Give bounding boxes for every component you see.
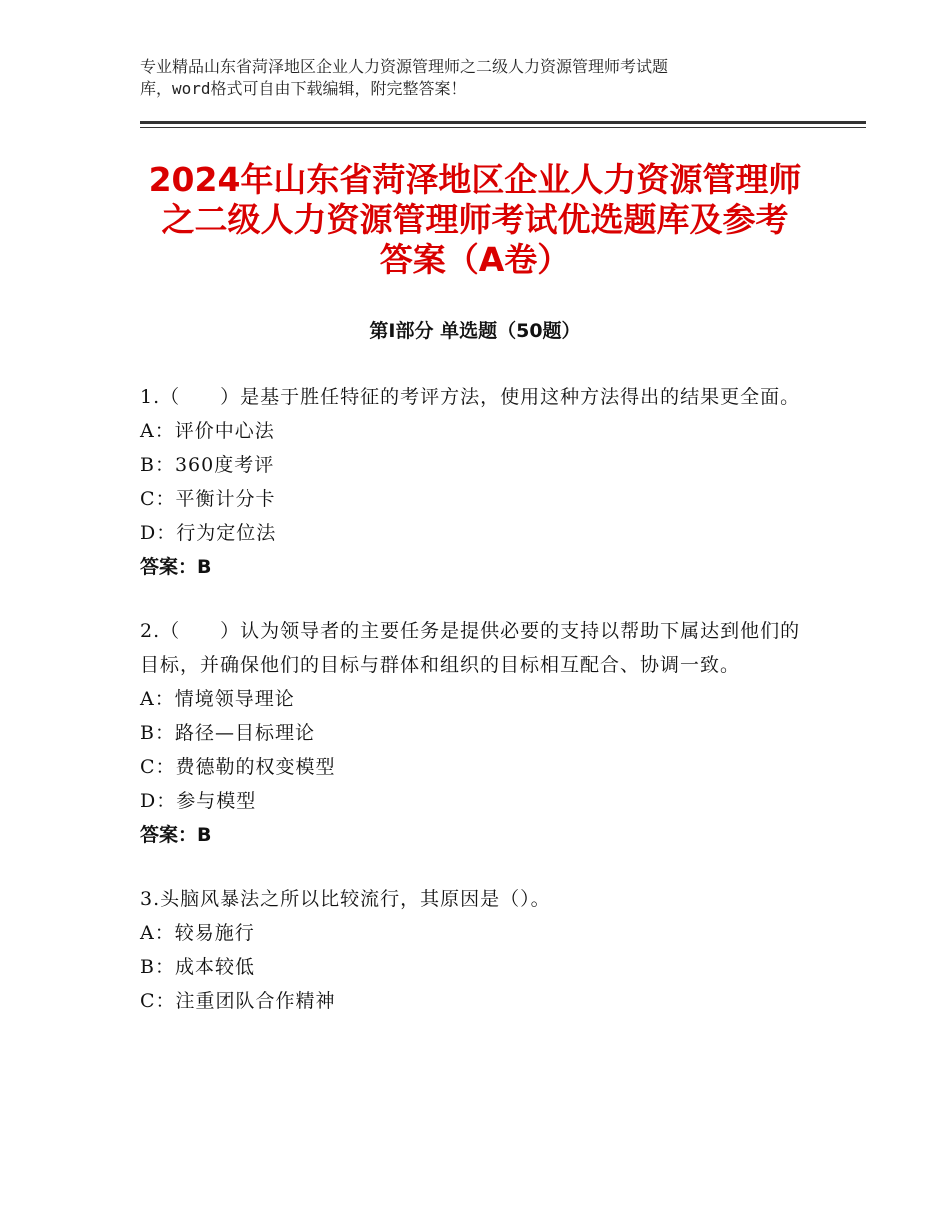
question-1 [140, 380, 810, 584]
title-line2: 之二级人力资源管理师考试优选题库及参考 [161, 200, 789, 239]
question-list [140, 380, 810, 1048]
title-line1: 2024年山东省菏泽地区企业人力资源管理师 [148, 160, 802, 199]
header-note-line1: 专业精品山东省菏泽地区企业人力资源管理师之二级人力资源管理师考试题 [140, 57, 669, 76]
option-d: D：参与模型 [140, 790, 257, 812]
section-title: 第Ⅰ部分 单选题（50题） [369, 320, 581, 342]
header-note [140, 56, 780, 100]
question-stem: 1.（ ）是基于胜任特征的考评方法，使用这种方法得出的结果更全面。 [140, 386, 801, 408]
option-c: C：平衡计分卡 [140, 488, 276, 510]
question-3 [140, 882, 810, 1018]
option-b: B：路径—目标理论 [140, 722, 315, 744]
question-stem: 3.头脑风暴法之所以比较流行，其原因是（）。 [140, 888, 551, 910]
document-title [120, 160, 830, 280]
option-d: D：行为定位法 [140, 522, 277, 544]
option-b: B：成本较低 [140, 956, 255, 978]
option-a: A：评价中心法 [140, 420, 275, 442]
header-divider-thick [140, 121, 866, 124]
answer: 答案：B [140, 824, 212, 846]
title-line3: 答案（A卷） [379, 240, 571, 279]
option-a: A：情境领导理论 [140, 688, 295, 710]
option-a: A：较易施行 [140, 922, 255, 944]
option-c: C：费德勒的权变模型 [140, 756, 336, 778]
option-b: B：360度考评 [140, 454, 275, 476]
option-c: C：注重团队合作精神 [140, 990, 336, 1012]
question-stem: 2.（ ）认为领导者的主要任务是提供必要的支持以帮助下属达到他们的目标，并确保他们的目标与群体和组织的目标相互配合、协调一致。 [140, 620, 801, 676]
question-2 [140, 614, 810, 852]
header-divider-thin [140, 127, 866, 128]
answer: 答案：B [140, 556, 212, 578]
header-note-line2: 库，word格式可自由下载编辑，附完整答案！ [140, 79, 467, 98]
